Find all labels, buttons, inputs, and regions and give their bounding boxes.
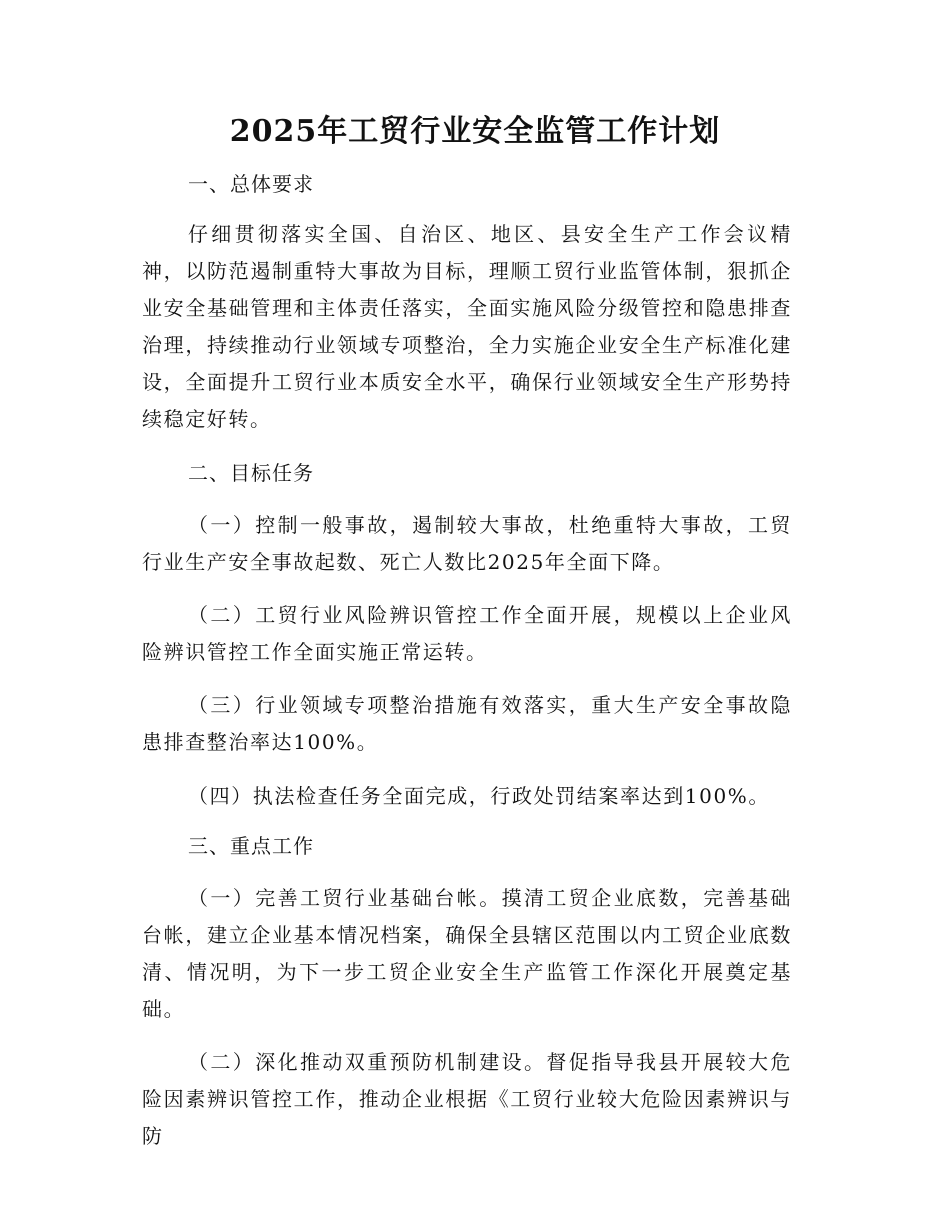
document-title: 2025年工贸行业安全监管工作计划	[229, 114, 721, 149]
section-heading-general-requirements: 一、总体要求	[188, 172, 314, 196]
target-item-2: （二）工贸行业风险辨识管控工作全面开展，规模以上企业风险辨识管控工作全面实施正常运转。	[142, 603, 792, 664]
target-item-3: （三）行业领域专项整治措施有效落实，重大生产安全事故隐患排查整治率达100%。	[142, 693, 792, 754]
key-work-item-1: （一）完善工贸行业基础台帐。摸清工贸企业底数，完善基础台帐，建立企业基本情况档案，确保全县辖区范围以内工贸企业底数清、情况明，为下一步工贸企业安全生产监管工作深化开展奠定基础。	[142, 886, 792, 1021]
paragraph-general-requirements: 仔细贯彻落实全国、自治区、地区、县安全生产工作会议精神，以防范遏制重特大事故为目标，理顺工贸行业监管体制，狠抓企业安全基础管理和主体责任落实，全面实施风险分级管控和隐患排查治理，持续推动行业领域专项整治，全力实施企业安全生产标准化建设，全面提升工贸行业本质安全水平，确保行业领域安全生产形势持续稳定好转。	[142, 222, 792, 431]
section-heading-target-tasks: 二、目标任务	[188, 461, 314, 485]
target-item-4: （四）执法检查任务全面完成，行政处罚结案率达到100%。	[188, 784, 770, 808]
section-heading-key-work: 三、重点工作	[188, 834, 314, 858]
key-work-item-2: （二）深化推动双重预防机制建设。督促指导我县开展较大危险因素辨识管控工作，推动企业根据《工贸行业较大危险因素辨识与防	[142, 1050, 792, 1148]
target-item-1: （一）控制一般事故，遏制较大事故，杜绝重特大事故，工贸行业生产安全事故起数、死亡人数比2025年全面下降。	[142, 513, 792, 574]
